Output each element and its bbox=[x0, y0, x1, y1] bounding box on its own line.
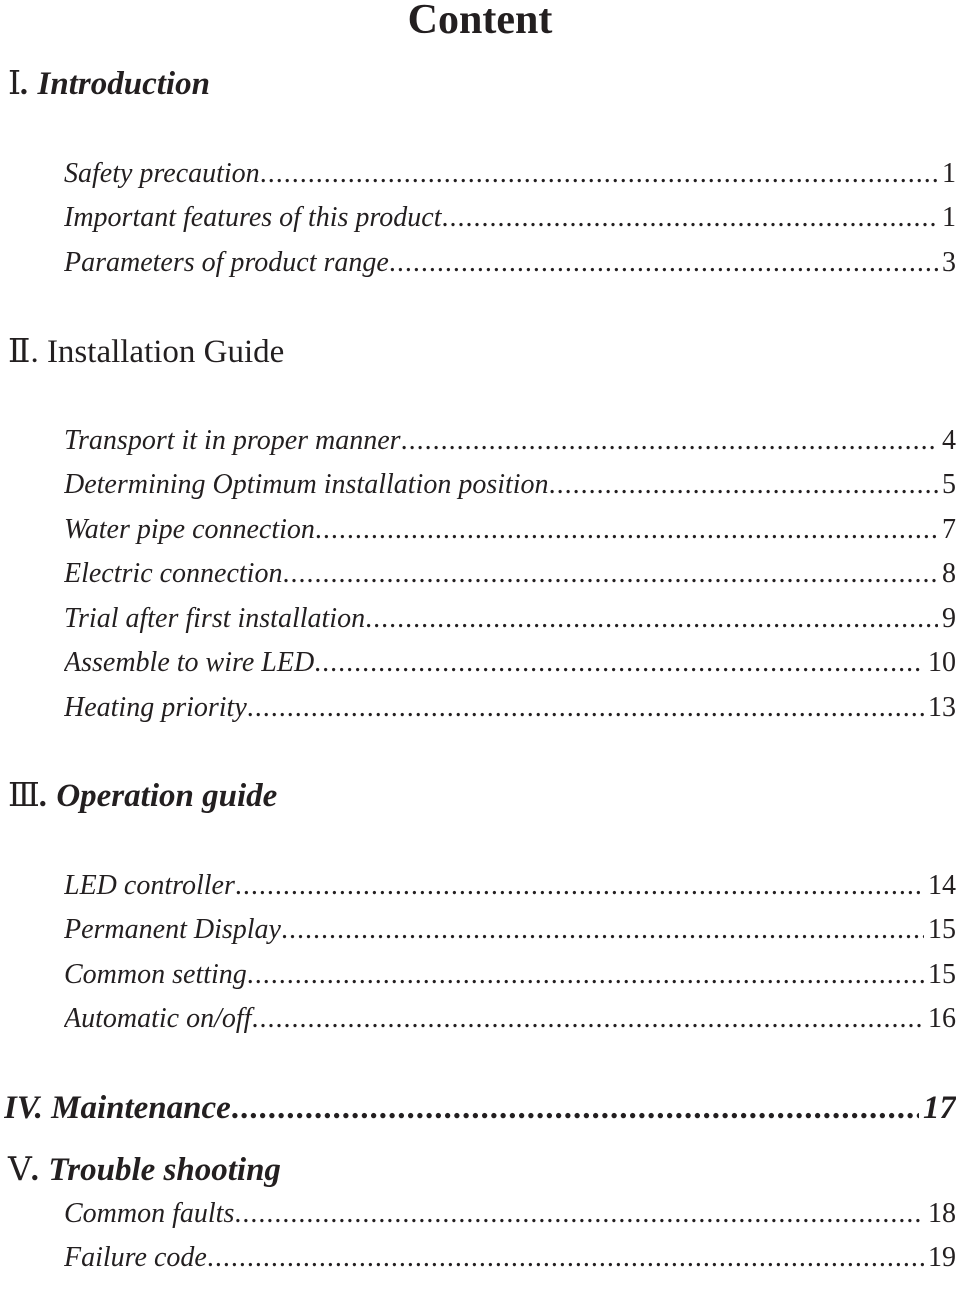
section-numeral: Ⅲ bbox=[8, 778, 40, 814]
toc-entry-maintenance[interactable] bbox=[4, 1088, 956, 1128]
section-title: . Operation guide bbox=[39, 778, 278, 814]
dot-leader bbox=[260, 156, 938, 192]
dot-leader bbox=[207, 1240, 924, 1276]
toc-entry-page: 3 bbox=[942, 247, 956, 278]
toc-entry-label: LED controller bbox=[64, 870, 235, 901]
dot-leader bbox=[247, 690, 924, 726]
section-heading-installation-guide bbox=[8, 332, 284, 372]
toc-entry-label: Common setting bbox=[64, 959, 247, 990]
toc-entry-heating-priority[interactable] bbox=[64, 690, 956, 726]
toc-entry-page: 7 bbox=[942, 514, 956, 545]
section-numeral: IV bbox=[4, 1090, 35, 1126]
toc-entry-page: 15 bbox=[928, 914, 956, 945]
section-numeral: Ⅴ bbox=[8, 1152, 32, 1188]
toc-entry-label: Trial after first installation bbox=[64, 603, 366, 634]
section-heading-trouble-shooting bbox=[8, 1150, 281, 1190]
toc-entry-label: Electric connection bbox=[64, 558, 283, 589]
toc-entry-safety-precaution[interactable] bbox=[64, 156, 956, 192]
dot-leader bbox=[389, 245, 938, 281]
dot-leader bbox=[365, 601, 938, 637]
page-title: Content bbox=[407, 0, 553, 43]
toc-entry-page: 10 bbox=[928, 647, 956, 678]
toc-entry-important-features[interactable] bbox=[64, 200, 956, 236]
toc-entry-page: 14 bbox=[928, 870, 956, 901]
toc-entry-transport[interactable] bbox=[64, 423, 956, 459]
toc-entry-page: 15 bbox=[928, 959, 956, 990]
toc-entry-parameters[interactable] bbox=[64, 245, 956, 281]
toc-entry-label: Determining Optimum installation position bbox=[64, 469, 549, 500]
toc-entry-label: Assemble to wire LED bbox=[64, 647, 315, 678]
toc-entry-page: 4 bbox=[942, 425, 956, 456]
section-title: . Installation Guide bbox=[30, 334, 285, 370]
dot-leader bbox=[251, 1001, 924, 1037]
toc-entry-page: 17 bbox=[923, 1090, 956, 1126]
dot-leader bbox=[314, 645, 924, 681]
toc-entry-label: Safety precaution bbox=[64, 158, 260, 189]
dot-leader bbox=[282, 556, 938, 592]
toc-entry-page: 18 bbox=[928, 1198, 956, 1229]
dot-leader bbox=[315, 512, 938, 548]
toc-entry-label: Heating priority bbox=[64, 692, 247, 723]
toc-entry-label: Water pipe connection bbox=[64, 514, 315, 545]
toc-entry-page: 5 bbox=[942, 469, 956, 500]
section-numeral: Ⅰ bbox=[8, 66, 22, 102]
section-title: . Trouble shooting bbox=[31, 1152, 281, 1188]
toc-entry-label: Failure code bbox=[64, 1242, 207, 1273]
section-heading-operation-guide bbox=[8, 776, 277, 816]
toc-entry-page: 13 bbox=[928, 692, 956, 723]
toc-entry-label: Permanent Display bbox=[64, 914, 281, 945]
dot-leader bbox=[247, 957, 924, 993]
toc-entry-label bbox=[4, 1088, 231, 1128]
toc-entry-failure-code[interactable] bbox=[64, 1240, 956, 1276]
toc-entry-label: Common faults bbox=[64, 1198, 235, 1229]
section-heading-introduction bbox=[8, 64, 210, 104]
toc-entry-page: 19 bbox=[928, 1242, 956, 1273]
section-numeral: Ⅱ bbox=[8, 334, 31, 370]
dot-leader bbox=[401, 423, 938, 459]
dot-leader bbox=[235, 868, 924, 904]
toc-entry-wire-led[interactable] bbox=[64, 645, 956, 681]
dot-leader bbox=[231, 1088, 919, 1128]
toc-entry-label: Automatic on/off bbox=[64, 1003, 252, 1034]
toc-entry-installation-position[interactable] bbox=[64, 467, 956, 503]
toc-entry-common-setting[interactable] bbox=[64, 957, 956, 993]
section-title: . Maintenance bbox=[34, 1090, 231, 1126]
dot-leader bbox=[549, 467, 938, 503]
dot-leader bbox=[441, 200, 938, 236]
toc-entry-page: 1 bbox=[942, 202, 956, 233]
toc-entry-electric-connection[interactable] bbox=[64, 556, 956, 592]
toc-entry-page: 9 bbox=[942, 603, 956, 634]
toc-entry-trial[interactable] bbox=[64, 601, 956, 637]
toc-entry-led-controller[interactable] bbox=[64, 868, 956, 904]
toc-entry-label: Important features of this product bbox=[64, 202, 442, 233]
dot-leader bbox=[281, 912, 924, 948]
toc-entry-common-faults[interactable] bbox=[64, 1196, 956, 1232]
toc-entry-label: Transport it in proper manner bbox=[64, 425, 401, 456]
toc-entry-page: 8 bbox=[942, 558, 956, 589]
toc-entry-page: 1 bbox=[942, 158, 956, 189]
toc-entry-automatic-on-off[interactable] bbox=[64, 1001, 956, 1037]
toc-entry-page: 16 bbox=[928, 1003, 956, 1034]
dot-leader bbox=[234, 1196, 924, 1232]
toc-entry-permanent-display[interactable] bbox=[64, 912, 956, 948]
toc-entry-water-pipe[interactable] bbox=[64, 512, 956, 548]
toc-entry-label: Parameters of product range bbox=[64, 247, 389, 278]
section-title: . Introduction bbox=[21, 66, 210, 102]
